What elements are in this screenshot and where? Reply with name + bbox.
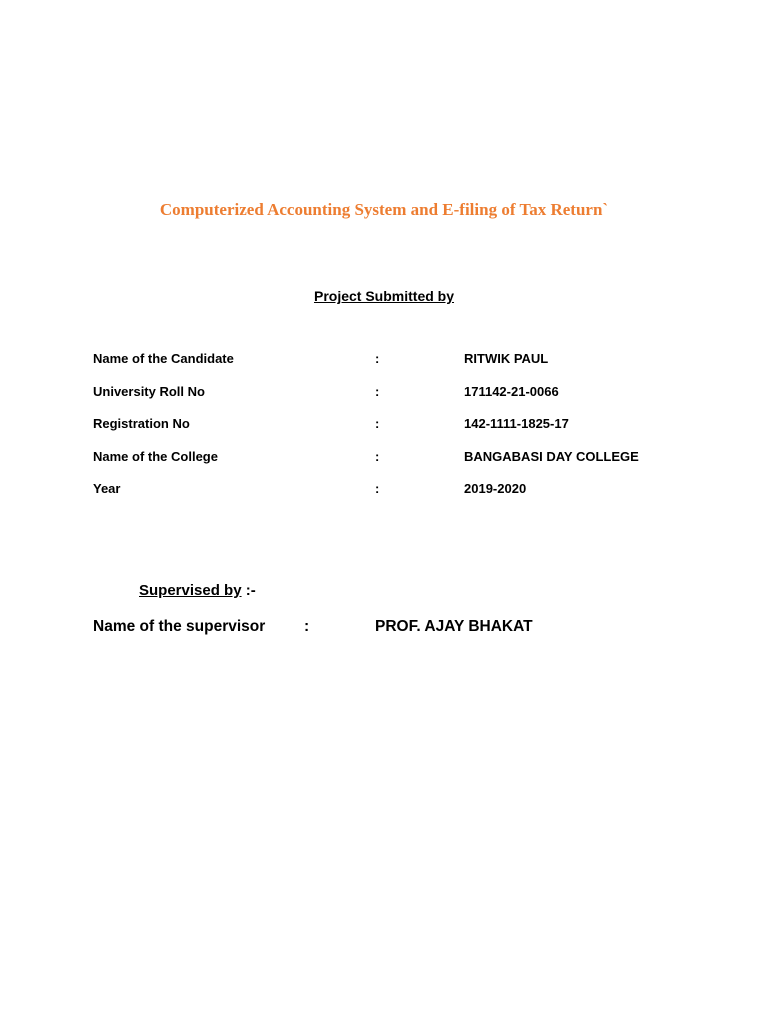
detail-colon: : [375, 416, 380, 432]
supervised-by-label: Supervised by [139, 582, 242, 599]
detail-label: Registration No [93, 416, 190, 432]
detail-label: Name of the Candidate [93, 351, 234, 366]
detail-row-college [93, 449, 693, 482]
detail-row-candidate-name [93, 351, 693, 384]
detail-colon: : [375, 383, 380, 399]
project-submitted-heading: Project Submitted by [313, 288, 455, 304]
detail-colon: : [375, 481, 380, 497]
detail-row-university-roll [93, 384, 693, 417]
document-title: Computerized Accounting System and E-filing of Tax Return` [159, 200, 609, 219]
detail-colon: : [375, 351, 380, 366]
candidate-details [93, 351, 693, 514]
detail-row-registration [93, 416, 693, 449]
supervisor-label: Name of the supervisor [93, 618, 266, 635]
detail-value: 171142-21-0066 [464, 383, 559, 399]
detail-label: University Roll No [93, 383, 205, 399]
detail-colon: : [375, 448, 380, 464]
detail-label: Year [93, 481, 121, 497]
detail-value: BANGABASI DAY COLLEGE [464, 448, 639, 464]
detail-row-year [93, 481, 693, 514]
supervised-by-heading [139, 582, 256, 599]
supervised-by-suffix: :- [241, 582, 256, 599]
detail-label: Name of the College [93, 448, 218, 464]
detail-value: 142-1111-1825-17 [464, 416, 569, 432]
supervisor-value: PROF. AJAY BHAKAT [375, 618, 533, 635]
detail-value: 2019-2020 [464, 481, 527, 497]
detail-value: RITWIK PAUL [464, 351, 549, 366]
supervisor-colon: : [304, 618, 310, 635]
supervisor-row [93, 618, 693, 642]
